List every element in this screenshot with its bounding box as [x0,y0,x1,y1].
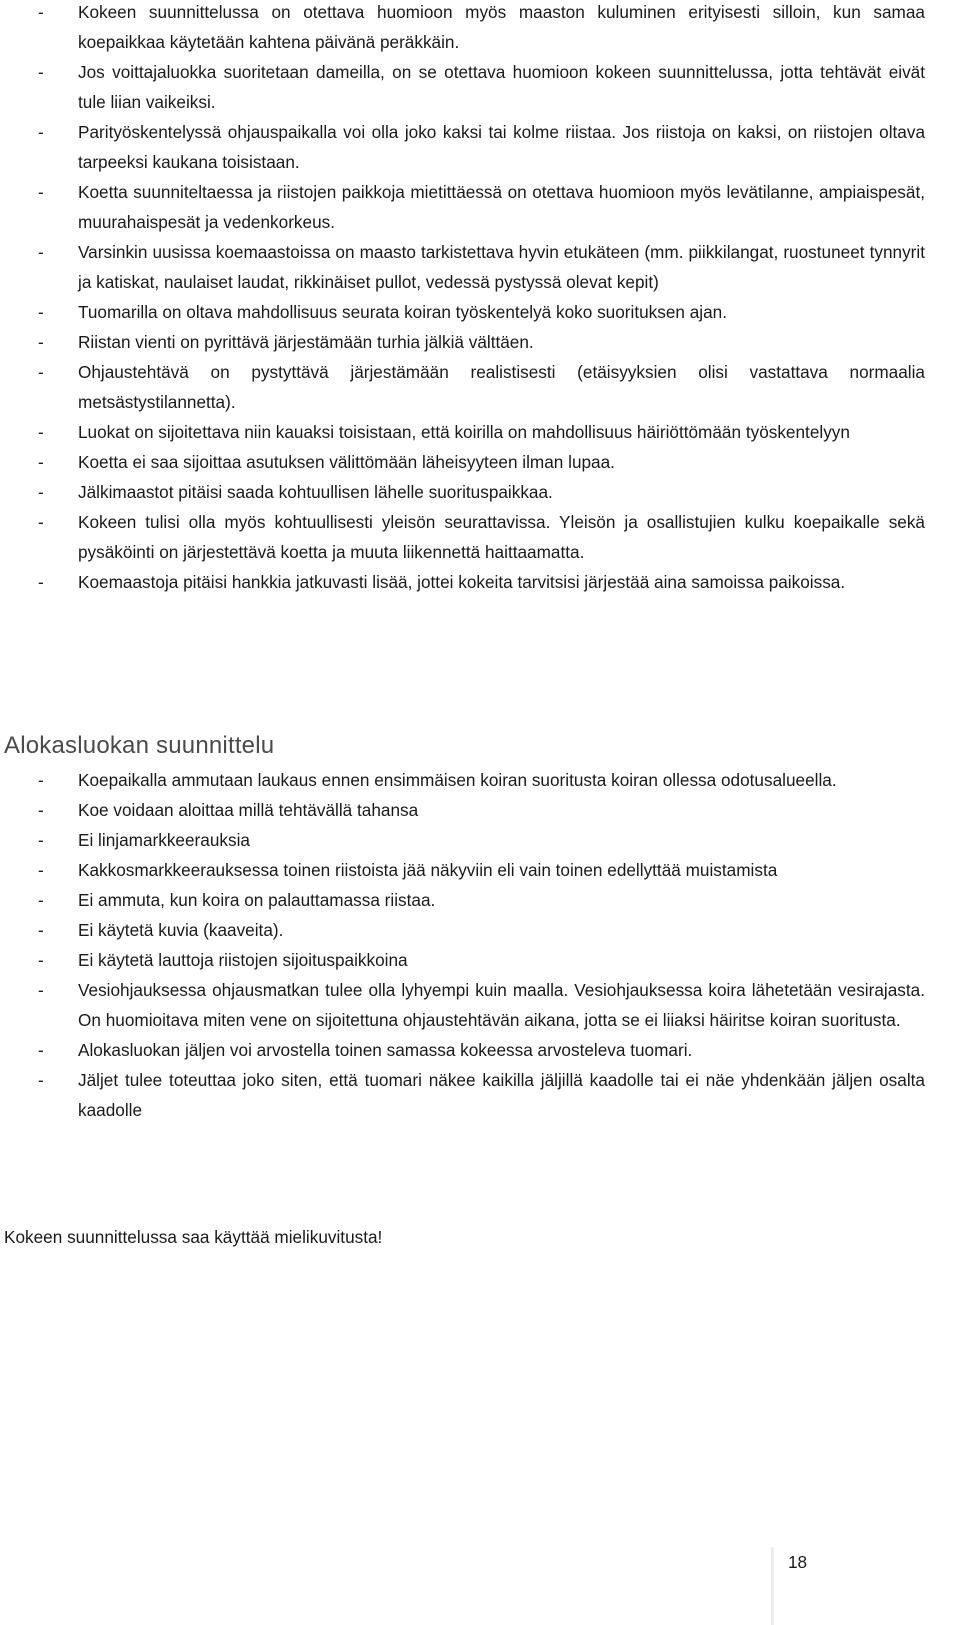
bullet-dash: - [38,572,44,592]
list-item [38,117,925,177]
list-item-text: Jälkimaastot pitäisi saada kohtuullisen lähelle suorituspaikkaa. [78,482,553,502]
list-item [38,297,925,327]
bullet-dash: - [38,302,44,322]
list-item-text: Koe voidaan aloittaa millä tehtävällä tahansa [78,800,419,820]
list-item [38,765,925,795]
page-number-box [771,1547,834,1625]
page-number: 18 [788,1552,808,1572]
list-item [38,567,925,597]
list-item-text: Kokeen tulisi olla myös kohtuullisesti yleisön seurattavissa. Yleisön ja osallistujien kulku koepaikalle sekä pysäköinti on järjestettävä koetta ja muuta liikennettä haittaamatta. [78,512,925,562]
bullet-dash: - [38,1040,44,1060]
list-item [38,417,925,447]
bullet-dash: - [38,890,44,910]
list-item [38,1035,925,1065]
list-item [38,0,925,57]
bullet-dash: - [38,422,44,442]
list-item [38,975,925,1035]
list-item-text: Koetta suunniteltaessa ja riistojen paikkoja mietittäessä on otettava huomioon myös levätilanne, ampiaispesät, muurahaispesät ja vedenkorkeus. [78,182,925,232]
list-item-text: Ei käytetä lauttoja riistojen sijoituspaikkoina [78,950,408,970]
list-item-text: Ei käytetä kuvia (kaaveita). [78,920,284,940]
closing-text: Kokeen suunnittelussa saa käyttää mielikuvitusta! [4,1227,383,1247]
list-item [38,795,925,825]
list-item [38,447,925,477]
bullet-dash: - [38,980,44,1000]
bullet-dash: - [38,770,44,790]
list-item-text: Jäljet tulee toteuttaa joko siten, että tuomari näkee kaikilla jäljillä kaadolle tai ei näe yhdenkään jäljen osalta kaadolle [78,1070,925,1120]
bullet-dash: - [38,332,44,352]
bullet-dash: - [38,800,44,820]
list-item-text: Ei linjamarkkeerauksia [78,830,250,850]
bullet-dash: - [38,482,44,502]
list-item [38,507,925,567]
list-item [38,825,925,855]
list-item-text: Tuomarilla on oltava mahdollisuus seurata koiran työskentelyä koko suorituksen ajan. [78,302,728,322]
list-item-text: Ei ammuta, kun koira on palauttamassa riistaa. [78,890,436,910]
list-item-text: Parityöskentelyssä ohjauspaikalla voi olla joko kaksi tai kolme riistaa. Jos riistoja on kaksi, on riistojen oltava tarpeeksi kaukana toisistaan. [78,122,925,172]
bullet-dash: - [38,830,44,850]
list-item-text: Ohjaustehtävä on pystyttävä järjestämään realistisesti (etäisyyksien olisi vastattava normaalia metsästystilannetta). [78,362,925,412]
list-item [38,885,925,915]
bullet-dash: - [38,2,44,22]
list-item [38,357,925,417]
list-item-text: Koepaikalla ammutaan laukaus ennen ensimmäisen koiran suoritusta koiran ollessa odotusalueella. [78,770,837,790]
list-item-text: Vesiohjauksessa ohjausmatkan tulee olla lyhyempi kuin maalla. Vesiohjauksessa koira lähetetään vesirajasta. On huomioitava miten vene on sijoitettuna ohjaustehtävän aikana, jotta se ei liiaksi häiritse koiran suoritusta. [78,980,925,1030]
list-item [38,945,925,975]
list-item-text: Varsinkin uusissa koemaastoissa on maasto tarkistettava hyvin etukäteen (mm. piikkilangat, ruostuneet tynnyrit ja katiskat, naulaiset laudat, rikkinäiset pullot, vedessä pystyssä olevat kepit) [78,242,925,292]
bullet-dash: - [38,860,44,880]
bullet-dash: - [38,362,44,382]
bullet-dash: - [38,452,44,472]
bullet-dash: - [38,242,44,262]
bullet-dash: - [38,920,44,940]
list-item-text: Koemaastoja pitäisi hankkia jatkuvasti lisää, jottei kokeita tarvitsisi järjestää aina samoissa paikoissa. [78,572,846,592]
bullet-dash: - [38,122,44,142]
bullet-dash: - [38,1070,44,1090]
list-item [38,915,925,945]
list-item [38,237,925,297]
list-item [38,855,925,885]
bullet-dash: - [38,512,44,532]
bullet-dash: - [38,182,44,202]
list-item [38,327,925,357]
section-heading: Alokasluokan suunnittelu [4,732,275,759]
list-item [38,177,925,237]
list-item [38,1065,925,1125]
list-item-text: Kokeen suunnittelussa on otettava huomioon myös maaston kuluminen erityisesti silloin, kun samaa koepaikkaa käytetään kahtena päivänä peräkkäin. [78,2,925,52]
list-item-text: Koetta ei saa sijoittaa asutuksen välittömään läheisyyteen ilman lupaa. [78,452,615,472]
list-item-text: Jos voittajaluokka suoritetaan dameilla, on se otettava huomioon kokeen suunnittelussa, jotta tehtävät eivät tule liian vaikeiksi. [78,62,925,112]
list-item [38,57,925,117]
bullet-dash: - [38,950,44,970]
list-item [38,477,925,507]
list-item-text: Luokat on sijoitettava niin kauaksi toisistaan, että koirilla on mahdollisuus häiriöttömään työskentelyyn [78,422,850,442]
list-item-text: Alokasluokan jäljen voi arvostella toinen samassa kokeessa arvosteleva tuomari. [78,1040,693,1060]
planning-notes-list [38,0,925,597]
list-item-text: Riistan vienti on pyrittävä järjestämään turhia jälkiä välttäen. [78,332,534,352]
list-item-text: Kakkosmarkkeerauksessa toinen riistoista jää näkyviin eli vain toinen edellyttää muistamista [78,860,778,880]
bullet-dash: - [38,62,44,82]
beginner-class-list [38,765,925,1125]
